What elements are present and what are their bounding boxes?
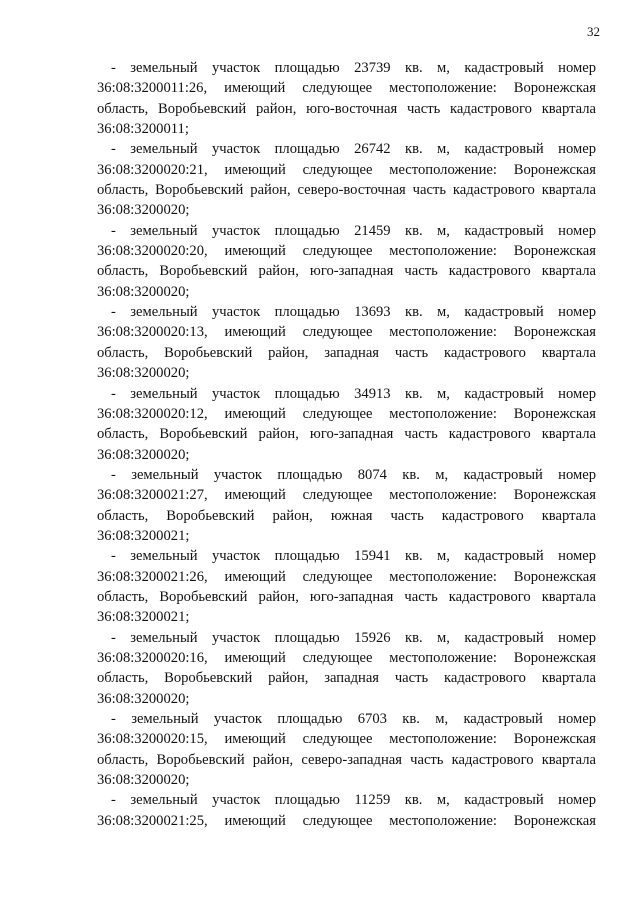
entry-line: область, Воробьевский район, северо-восточная часть кадастрового квартала bbox=[97, 182, 596, 199]
entry-line: область, Воробьевский район, юго-западная часть кадастрового квартала bbox=[97, 426, 596, 443]
entry-line: - земельный участок площадью 6703 кв. м, кадастровый номер bbox=[111, 711, 596, 727]
entry-line: 36:08:3200021; bbox=[97, 527, 190, 544]
entry-line: 36:08:3200020:21, имеющий следующее местоположение: Воронежская bbox=[97, 161, 596, 178]
page-number: 32 bbox=[587, 24, 600, 39]
entry-line: 36:08:3200020; bbox=[97, 772, 190, 789]
entry-line: 36:08:3200020:12, имеющий следующее местоположение: Воронежская bbox=[97, 405, 596, 422]
entry-line: 36:08:3200020; bbox=[97, 202, 190, 219]
land-plot-entry bbox=[97, 790, 596, 831]
entry-line: - земельный участок площадью 21459 кв. м, кадастровый номер bbox=[111, 222, 596, 239]
entry-line: область, Воробьевский район, юго-западная часть кадастрового квартала bbox=[97, 588, 596, 605]
entry-line: - земельный участок площадью 13693 кв. м, кадастровый номер bbox=[111, 304, 596, 321]
entry-line: 36:08:3200011:26, имеющий следующее местоположение: Воронежская bbox=[97, 80, 596, 97]
entry-line: 36:08:3200021:25, имеющий следующее местоположение: Воронежская bbox=[97, 812, 596, 829]
entry-line: 36:08:3200020; bbox=[97, 690, 190, 707]
entry-line: область, Воробьевский район, южная часть кадастрового квартала bbox=[97, 507, 596, 524]
land-plot-list bbox=[97, 58, 596, 831]
land-plot-entry bbox=[97, 465, 596, 546]
entry-line: область, Воробьевский район, юго-западная часть кадастрового квартала bbox=[97, 263, 596, 280]
entry-line: область, Воробьевский район, западная часть кадастрового квартала bbox=[97, 670, 596, 687]
land-plot-entry bbox=[97, 546, 596, 627]
entry-line: область, Воробьевский район, западная часть кадастрового квартала bbox=[97, 344, 596, 361]
land-plot-entry bbox=[97, 709, 596, 790]
entry-line: - земельный участок площадью 8074 кв. м, кадастровый номер bbox=[111, 466, 596, 483]
land-plot-entry bbox=[97, 384, 596, 465]
entry-line: 36:08:3200020:13, имеющий следующее местоположение: Воронежская bbox=[97, 324, 596, 341]
entry-line: область, Воробьевский район, северо-западная часть кадастрового квартала bbox=[97, 751, 596, 768]
land-plot-entry bbox=[97, 628, 596, 709]
entry-line: область, Воробьевский район, юго-восточная часть кадастрового квартала bbox=[97, 100, 596, 117]
entry-line: 36:08:3200021:27, имеющий следующее местоположение: Воронежская bbox=[97, 487, 596, 504]
entry-line: - земельный участок площадью 15926 кв. м, кадастровый номер bbox=[111, 629, 596, 646]
entry-line: 36:08:3200021:26, имеющий следующее местоположение: Воронежская bbox=[97, 568, 596, 585]
entry-line: - земельный участок площадью 23739 кв. м, кадастровый номер bbox=[111, 60, 596, 76]
entry-line: - земельный участок площадью 34913 кв. м, кадастровый номер bbox=[111, 385, 596, 402]
land-plot-entry bbox=[97, 221, 596, 302]
land-plot-entry bbox=[97, 58, 596, 139]
entry-line: - земельный участок площадью 26742 кв. м, кадастровый номер bbox=[111, 141, 596, 158]
entry-line: - земельный участок площадью 15941 кв. м, кадастровый номер bbox=[111, 548, 596, 565]
entry-line: 36:08:3200020; bbox=[97, 283, 190, 300]
land-plot-entry bbox=[97, 139, 596, 220]
entry-line: 36:08:3200020:16, имеющий следующее местоположение: Воронежская bbox=[97, 649, 596, 666]
entry-line: 36:08:3200020; bbox=[97, 446, 190, 463]
entry-line: 36:08:3200020; bbox=[97, 365, 190, 382]
entry-line: 36:08:3200020:20, имеющий следующее местоположение: Воронежская bbox=[97, 243, 596, 260]
entry-line: 36:08:3200021; bbox=[97, 609, 190, 626]
entry-line: 36:08:3200020:15, имеющий следующее местоположение: Воронежская bbox=[97, 731, 596, 748]
land-plot-entry bbox=[97, 302, 596, 383]
entry-line: - земельный участок площадью 11259 кв. м, кадастровый номер bbox=[111, 792, 596, 809]
entry-line: 36:08:3200011; bbox=[97, 121, 189, 138]
